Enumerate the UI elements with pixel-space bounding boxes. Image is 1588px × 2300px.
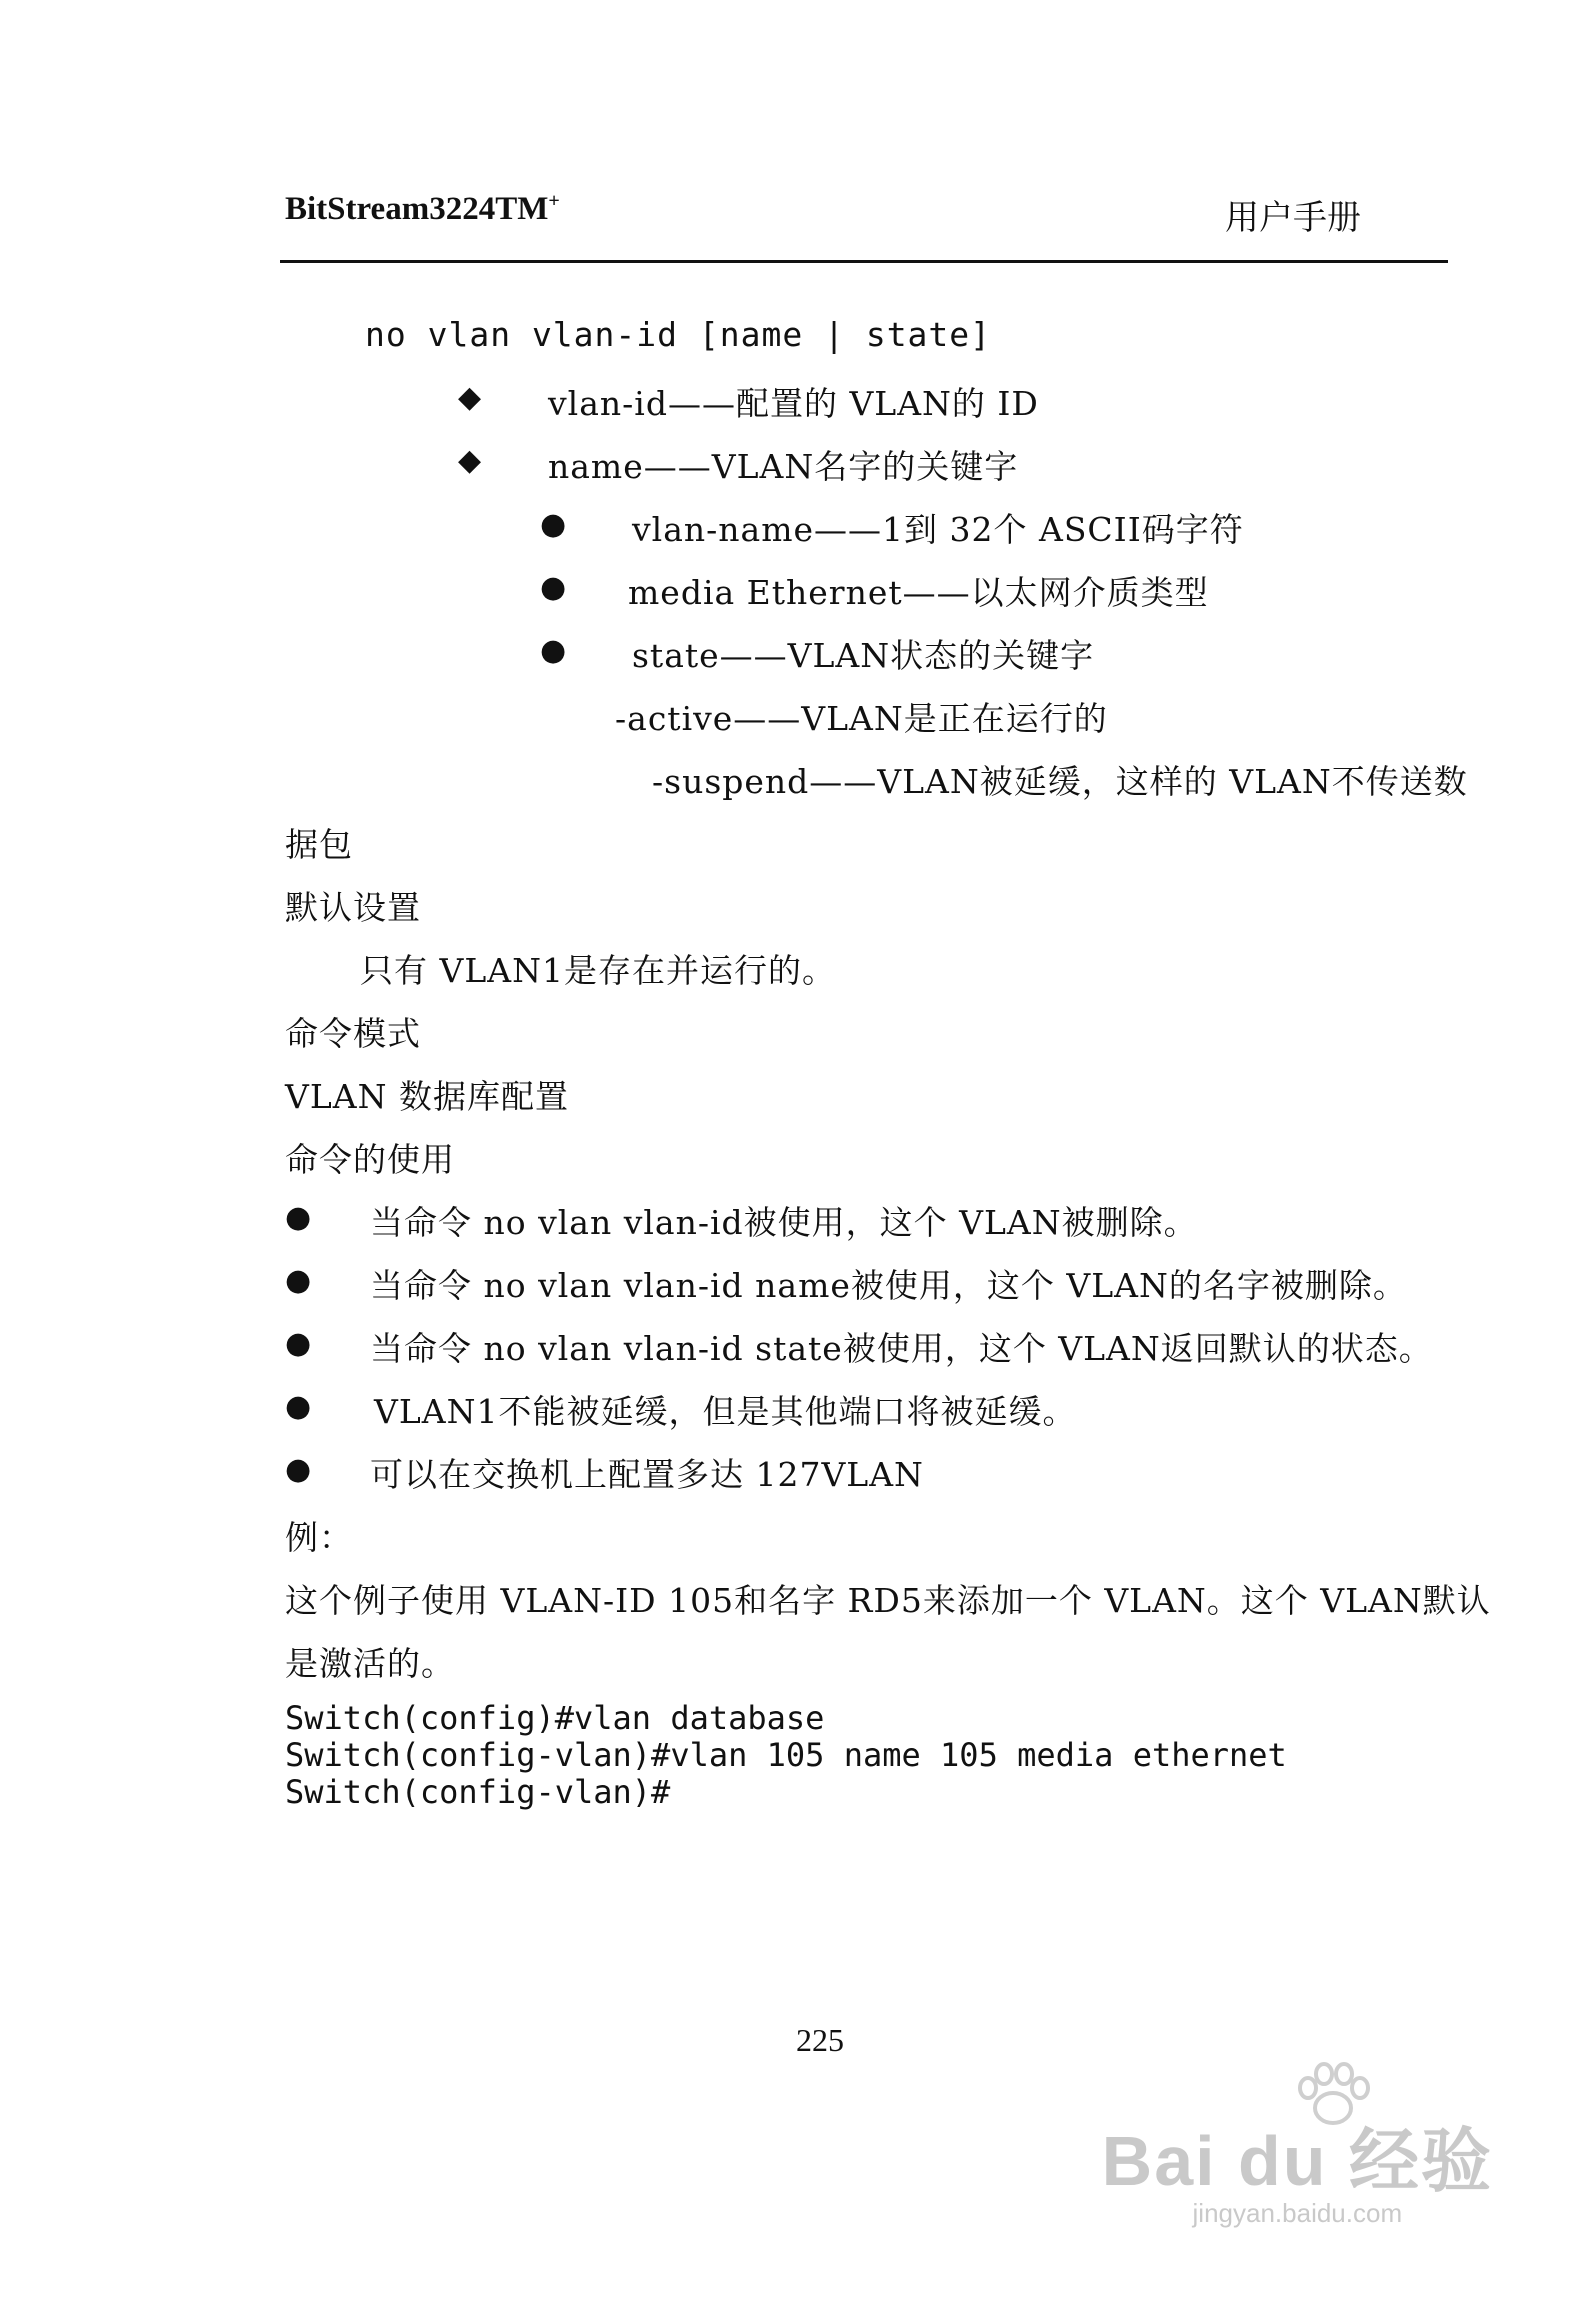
watermark-logo: Bai du 经验	[1101, 2122, 1493, 2200]
usage-item: 当命令 no vlan vlan-id state被使用，这个 VLAN返回默认的状态。	[370, 1329, 1433, 1368]
usage-heading: 命令的使用	[285, 1140, 455, 1179]
watermark-url: jingyan.baidu.com	[1192, 2198, 1403, 2228]
dot-bullet-icon: ●	[540, 633, 567, 668]
usage-item: 可以在交换机上配置多达 127VLAN	[370, 1455, 924, 1494]
code-block	[285, 1700, 1287, 1811]
dot-bullet-icon: ●	[285, 1263, 312, 1298]
state-active: -active——VLAN是正在运行的	[615, 699, 1108, 738]
usage-item: 当命令 no vlan vlan-id被使用，这个 VLAN被删除。	[370, 1203, 1198, 1242]
sub-param-media: media Ethernet——以太网介质类型	[628, 573, 1209, 612]
code-line: Switch(config-vlan)#vlan 105 name 105 media ethernet	[285, 1736, 1287, 1774]
usage-item: 当命令 no vlan vlan-id name被使用，这个 VLAN的名字被删除。	[370, 1266, 1407, 1305]
default-text: 只有 VLAN1是存在并运行的。	[360, 951, 836, 990]
dot-bullet-icon: ●	[285, 1452, 312, 1487]
mode-text: VLAN 数据库配置	[285, 1077, 569, 1116]
sub-param-state: state——VLAN状态的关键字	[632, 636, 1095, 675]
header-manual-label: 用户手册	[1225, 198, 1361, 238]
dot-bullet-icon: ●	[285, 1326, 312, 1361]
header-title: BitStream3224TM+	[285, 190, 560, 227]
header-divider	[280, 260, 1448, 263]
command-syntax: no vlan vlan-id [name | state]	[365, 315, 992, 354]
sub-param-vlan-name: vlan-name——1到 32个 ASCII码字符	[632, 510, 1244, 549]
example-text-cont: 是激活的。	[285, 1644, 455, 1683]
example-text: 这个例子使用 VLAN-ID 105和名字 RD5来添加一个 VLAN。这个 VLAN默认	[285, 1581, 1491, 1620]
diamond-bullet-icon: ◆	[458, 443, 482, 478]
code-line: Switch(config-vlan)#	[285, 1773, 671, 1811]
code-line: Switch(config)#vlan database	[285, 1699, 825, 1737]
default-heading: 默认设置	[285, 888, 421, 927]
dot-bullet-icon: ●	[285, 1200, 312, 1235]
watermark	[1102, 2105, 1493, 2229]
diamond-bullet-icon: ◆	[458, 380, 482, 415]
param-name: name——VLAN名字的关键字	[548, 447, 1019, 486]
usage-item: VLAN1不能被延缓，但是其他端口将被延缓。	[374, 1392, 1077, 1431]
dot-bullet-icon: ●	[285, 1389, 312, 1424]
example-heading: 例：	[285, 1518, 353, 1557]
dot-bullet-icon: ●	[540, 507, 567, 542]
page-number: 225	[796, 2022, 844, 2058]
state-suspend: -suspend——VLAN被延缓，这样的 VLAN不传送数	[652, 762, 1468, 801]
wrap-tail: 据包	[285, 825, 353, 864]
mode-heading: 命令模式	[285, 1014, 421, 1053]
dot-bullet-icon: ●	[540, 570, 567, 605]
param-vlan-id: vlan-id——配置的 VLAN的 ID	[548, 384, 1039, 423]
